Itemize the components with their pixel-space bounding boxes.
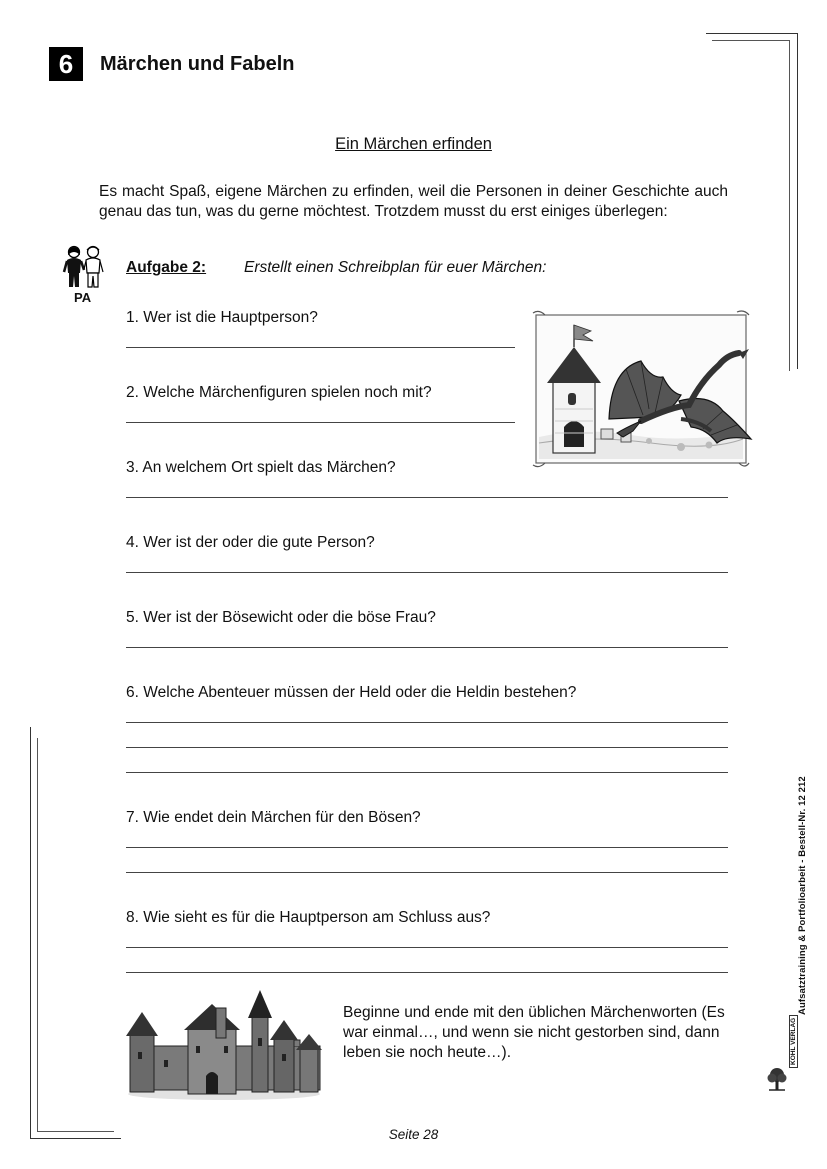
answer-line — [126, 947, 728, 948]
closing-hint: Beginne und ende mit den üblichen Märchenworten (Es war einmal…, und wenn sie nicht gestorben sind, dann leben sie noch heute…). — [343, 1004, 725, 1061]
publisher-tree-icon — [766, 1066, 788, 1092]
answer-line — [126, 772, 728, 773]
page-heading: Ein Märchen erfinden — [335, 135, 492, 153]
answer-line — [126, 722, 728, 723]
page-number: Seite 28 — [388, 1127, 439, 1142]
question-8: 8. Wie sieht es für die Hauptperson am Schluss aus? — [126, 909, 491, 926]
castle-illustration — [124, 988, 324, 1102]
partner-work-badge: PA — [74, 290, 92, 305]
answer-line — [126, 972, 728, 973]
question-3: 3. An welchem Ort spielt das Märchen? — [126, 459, 396, 476]
chapter-number: 6 — [49, 47, 83, 81]
answer-line — [126, 347, 515, 348]
question-4: 4. Wer ist der oder die gute Person? — [126, 534, 375, 551]
answer-line — [126, 847, 728, 848]
dragon-tower-illustration — [531, 309, 756, 469]
question-1: 1. Wer ist die Hauptperson? — [126, 309, 318, 326]
task-instruction: Erstellt einen Schreibplan für euer Märchen: — [244, 259, 547, 276]
task-label: Aufgabe 2: — [126, 259, 207, 276]
question-2: 2. Welche Märchenfiguren spielen noch mit? — [126, 384, 432, 401]
partner-work-icon — [62, 243, 106, 291]
corner-frame-bottom-left-inner — [37, 738, 114, 1132]
intro-text: Es macht Spaß, eigene Märchen zu erfinden, weil die Personen in deiner Geschichte auch genau das tun, was du gerne möchtest. Trotzdem musst du erst einiges überlegen: — [99, 183, 728, 220]
answer-line — [126, 647, 728, 648]
answer-line — [126, 872, 728, 873]
question-5: 5. Wer ist der Bösewicht oder die böse Frau? — [126, 609, 436, 626]
publisher-logo: KOHL VERLAG — [789, 1015, 798, 1068]
answer-line — [126, 422, 515, 423]
answer-line — [126, 747, 728, 748]
question-7: 7. Wie endet dein Märchen für den Bösen? — [126, 809, 421, 826]
answer-line — [126, 497, 728, 498]
question-6: 6. Welche Abenteuer müssen der Held oder die Heldin bestehen? — [126, 684, 577, 701]
answer-line — [126, 572, 728, 573]
chapter-title: Märchen und Fabeln — [100, 53, 295, 75]
product-info: Aufsatztraining & Portfolioarbeit - Bestell-Nr. 12 212 — [797, 776, 808, 1015]
